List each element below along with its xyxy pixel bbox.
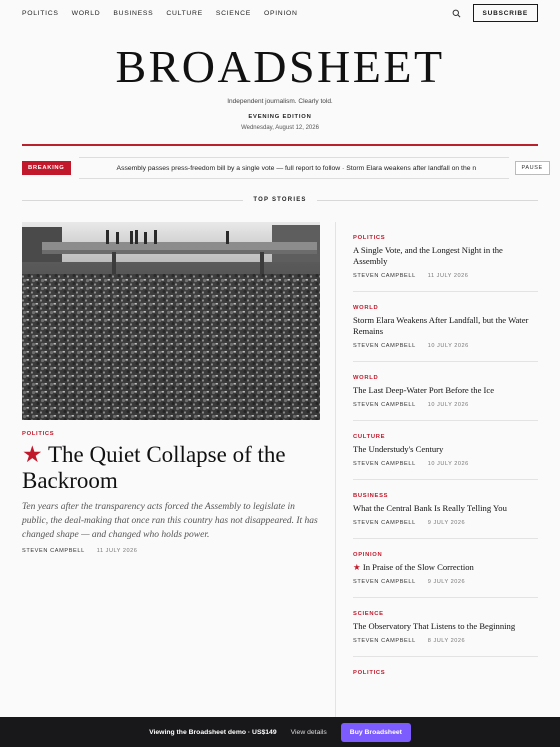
story-headline[interactable] [353,315,538,337]
search-icon[interactable] [451,7,463,19]
lead-story-image[interactable] [22,222,320,420]
story-headline-text: A Single Vote, and the Longest Night in the Assembly [353,245,503,266]
edition-label: EVENING EDITION [248,114,312,120]
view-details-link[interactable]: View details [290,728,327,736]
story-kicker[interactable]: WORLD [353,305,379,311]
byline-date: 11 JULY 2026 [96,548,138,554]
story-kicker[interactable]: POLITICS [353,235,386,241]
breaking-ticker[interactable] [79,157,509,179]
column-divider [335,222,336,717]
nav-link-politics[interactable]: POLITICS [22,9,59,17]
story-kicker[interactable]: BUSINESS [353,493,389,499]
top-stories-heading [22,195,538,205]
breaking-news-bar [22,157,543,179]
story-kicker[interactable]: OPINION [353,552,383,558]
byline-author[interactable]: STEVEN CAMPBELL [353,520,416,526]
story-headline[interactable] [353,385,538,396]
list-item[interactable] [353,480,538,539]
byline-date: 10 JULY 2026 [427,402,469,408]
site-logo[interactable]: BROADSHEET [115,41,445,92]
list-item[interactable] [353,539,538,598]
demo-bar [0,717,560,747]
byline-date: 11 JULY 2026 [427,273,469,279]
story-byline [353,579,538,597]
ticker-text: Assembly passes press-freedom bill by a single vote — full report to follow · Storm Elara weakens after landfall on the n [116,164,477,172]
byline-author[interactable]: STEVEN CAMPBELL [22,548,85,554]
lead-story-kicker[interactable]: POLITICS [22,431,55,437]
pause-ticker-button[interactable]: PAUSE [515,161,550,175]
divider [317,200,538,201]
lead-headline-text: The Quiet Collapse of the Backroom [22,442,286,493]
story-headline-text: In Praise of the Slow Correction [362,562,474,572]
masthead-date: Wednesday, August 12, 2026 [241,125,319,131]
byline-date: 10 JULY 2026 [427,461,469,467]
byline-author[interactable]: STEVEN CAMPBELL [353,461,416,467]
lead-story-byline [22,548,320,554]
ticker-fade [79,158,115,178]
divider [22,200,243,201]
story-headline[interactable] [353,245,538,267]
story-headline-text: What the Central Bank Is Really Telling You [353,503,507,513]
star-icon: ★ [353,562,361,572]
list-item[interactable] [353,421,538,480]
story-kicker[interactable]: SCIENCE [353,611,384,617]
story-headline[interactable] [353,621,538,632]
breaking-badge: BREAKING [22,161,71,175]
list-item[interactable] [353,598,538,657]
nav-link-culture[interactable]: CULTURE [166,9,203,17]
byline-author[interactable]: STEVEN CAMPBELL [353,273,416,279]
byline-author[interactable]: STEVEN CAMPBELL [353,402,416,408]
story-headline-text: Storm Elara Weakens After Landfall, but the Water Remains [353,315,529,336]
list-item[interactable] [353,222,538,292]
story-headline[interactable] [353,444,538,455]
nav-actions [451,4,538,22]
story-headline-text: The Understudy's Century [353,444,444,454]
nav-link-world[interactable]: WORLD [71,9,101,17]
story-kicker[interactable]: POLITICS [353,670,386,676]
tagline: Independent journalism. Clearly told. [227,98,333,105]
story-list [353,222,538,676]
lead-story [22,222,320,554]
buy-button[interactable]: Buy Broadsheet [341,723,411,742]
masthead [0,40,560,131]
subscribe-button[interactable]: SUBSCRIBE [473,4,538,22]
story-kicker[interactable]: CULTURE [353,434,386,440]
list-item[interactable] [353,362,538,421]
star-icon: ★ [22,442,43,467]
masthead-rule [22,144,538,146]
nav-link-opinion[interactable]: OPINION [264,9,298,17]
byline-author[interactable]: STEVEN CAMPBELL [353,638,416,644]
nav-link-science[interactable]: SCIENCE [215,9,251,17]
list-item[interactable] [353,657,538,676]
story-byline [353,638,538,656]
byline-author[interactable]: STEVEN CAMPBELL [353,579,416,585]
section-nav [22,10,298,17]
nav-link-business[interactable]: BUSINESS [113,9,154,17]
list-item[interactable] [353,292,538,362]
lead-story-dek: Ten years after the transparency acts forced the Assembly to legislate in public, the deal-making that once ran this country has not disappeared. It has changed shape — and changed who holds power. [22,502,318,540]
story-byline [353,273,538,291]
story-byline [353,461,538,479]
lead-story-headline[interactable] [22,442,320,494]
byline-date: 8 JULY 2026 [427,638,466,644]
byline-date: 9 JULY 2026 [427,579,466,585]
story-headline[interactable] [353,503,538,514]
story-kicker[interactable]: WORLD [353,375,379,381]
story-headline[interactable] [353,562,538,573]
story-byline [353,402,538,420]
byline-date: 10 JULY 2026 [427,343,469,349]
story-byline [353,520,538,538]
byline-author[interactable]: STEVEN CAMPBELL [353,343,416,349]
section-title: TOP STORIES [253,197,307,203]
story-headline-text: The Observatory That Listens to the Beginning [353,621,516,631]
story-headline-text: The Last Deep-Water Port Before the Ice [353,385,495,395]
byline-date: 9 JULY 2026 [427,520,466,526]
top-nav [0,0,560,26]
story-byline [353,343,538,361]
demo-message: Viewing the Broadsheet demo · US$149 [149,728,277,736]
